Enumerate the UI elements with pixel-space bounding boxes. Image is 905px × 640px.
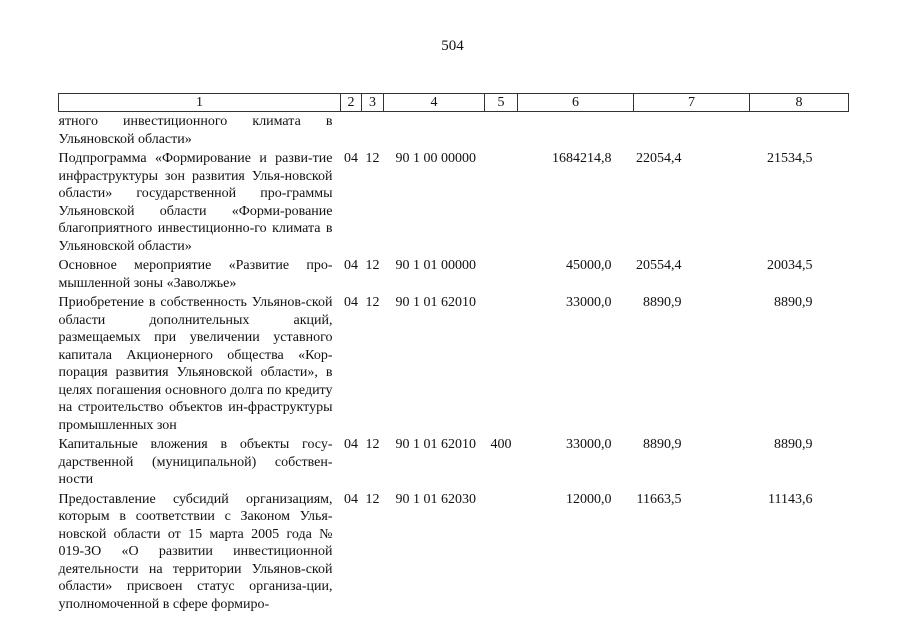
cell-amount-7: 8890,9 <box>643 437 682 452</box>
cell-amount-6: 1684214,8 <box>552 151 612 166</box>
cell-target-code: 90 1 00 00000 <box>395 151 476 166</box>
cell-section: 04 <box>344 295 358 310</box>
table-row <box>59 489 849 614</box>
row-name: ятного инвестиционного климата в Ульяновской области» <box>58 114 333 147</box>
row-name: Подпрограмма «Формирование и разви-тие инфраструктуры зон развития Улья-новской области» государственной про-граммы Ульяновской области «Форми-рование благоприятного инвестиционно-го климата в Ульяновской области» <box>58 151 333 254</box>
table-row <box>59 292 849 434</box>
page-number: 504 <box>441 38 464 54</box>
cell-amount-6: 12000,0 <box>566 491 612 507</box>
column-header: 6 <box>518 94 634 112</box>
cell-section: 04 <box>344 437 358 452</box>
cell-amount-7: 8890,9 <box>643 295 682 310</box>
cell-amount-8: 8890,9 <box>774 295 813 310</box>
column-header: 8 <box>750 94 849 112</box>
cell-expense-type <box>485 292 518 434</box>
cell-subsection: 12 <box>365 258 380 273</box>
cell-target-code: 90 1 01 62030 <box>395 491 476 507</box>
cell-section <box>341 112 362 149</box>
cell-amount-8 <box>750 112 849 149</box>
cell-expense-type <box>485 112 518 149</box>
cell-expense-type: 400 <box>490 437 512 452</box>
row-name: Капитальные вложения в объекты госу-дарственной (муниципальной) собствен-ности <box>58 437 333 487</box>
table-row <box>59 434 849 489</box>
table-header <box>59 94 849 112</box>
cell-amount-7: 22054,4 <box>636 151 682 166</box>
cell-expense-type <box>485 148 518 255</box>
column-header: 1 <box>59 94 341 112</box>
cell-target-code <box>384 112 485 149</box>
cell-section: 04 <box>344 258 358 273</box>
column-header: 3 <box>362 94 384 112</box>
cell-section: 04 <box>344 491 358 507</box>
cell-target-code: 90 1 01 00000 <box>395 258 476 273</box>
column-header: 7 <box>634 94 750 112</box>
cell-subsection: 12 <box>365 295 380 310</box>
cell-amount-8: 21534,5 <box>767 151 813 166</box>
cell-amount-7: 20554,4 <box>636 258 682 273</box>
cell-subsection: 12 <box>365 491 380 507</box>
cell-amount-6: 45000,0 <box>566 258 612 273</box>
cell-expense-type <box>485 255 518 292</box>
cell-target-code: 90 1 01 62010 <box>395 437 476 452</box>
table-row <box>59 112 849 149</box>
cell-amount-8: 8890,9 <box>774 437 813 452</box>
cell-section: 04 <box>344 151 358 166</box>
cell-target-code: 90 1 01 62010 <box>395 295 476 310</box>
row-name: Приобретение в собственность Ульянов-ской области дополнительных акций, размещаемых при увеличении уставного капитала Акционерного общества «Кор-порация развития Ульяновской области», в целях погашения основного долга по кредиту на строительство объектов ин-фраструктуры промышленных зон <box>58 295 333 433</box>
cell-amount-6: 33000,0 <box>566 437 612 452</box>
cell-subsection <box>362 112 384 149</box>
row-name: Предоставление субсидий организациям, которым в соответствии с Законом Улья-новской области от 15 марта 2005 года № 019-ЗО «О развитии инвестиционной деятельности на территории Ульянов-ской области» присвоен статус организа-ции, уполномоченной в сфере формиро- <box>58 491 333 612</box>
table-row <box>59 148 849 255</box>
cell-amount-7 <box>634 112 750 149</box>
column-header: 5 <box>485 94 518 112</box>
cell-amount-8: 20034,5 <box>767 258 813 273</box>
budget-table <box>58 93 849 613</box>
table-row <box>59 255 849 292</box>
row-name: Основное мероприятие «Развитие про-мышленной зоны «Заволжье» <box>58 258 333 291</box>
cell-amount-6 <box>518 112 634 149</box>
cell-subsection: 12 <box>365 437 380 452</box>
cell-expense-type <box>485 489 518 614</box>
cell-amount-6: 33000,0 <box>566 295 612 310</box>
column-header: 2 <box>341 94 362 112</box>
cell-subsection: 12 <box>365 151 380 166</box>
column-header: 4 <box>384 94 485 112</box>
cell-amount-8: 11143,6 <box>768 491 813 507</box>
cell-amount-7: 11663,5 <box>636 491 682 507</box>
